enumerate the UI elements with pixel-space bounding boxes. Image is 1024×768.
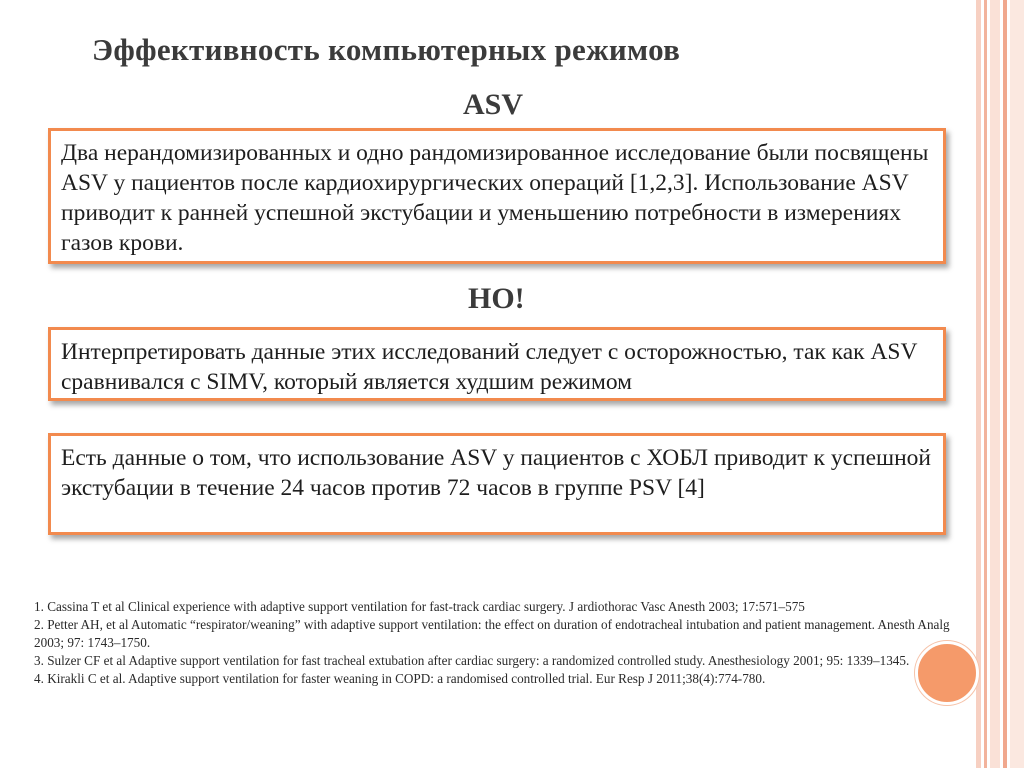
decorative-stripe <box>984 0 987 768</box>
text-box-studies <box>48 128 946 264</box>
decorative-stripe <box>1003 0 1007 768</box>
decorative-stripe <box>1010 0 1024 768</box>
text-box-caution <box>48 327 946 401</box>
but-heading: НО! <box>468 282 525 315</box>
caution-text: Интерпретировать данные этих исследований следует с осторожностью, так как ASV сравнивался с SIMV, который является худшим режимом <box>61 339 918 395</box>
decorative-stripe <box>990 0 1000 768</box>
studies-text: Два нерандомизированных и одно рандомизированное исследование были посвящены ASV у пациентов после кардиохирургических операций [1,2,3]. Использование ASV приводит к ранней успешной экстубации и уменьшению потребности в измерениях газов крови. <box>61 140 929 256</box>
decorative-stripe <box>976 0 981 768</box>
copd-text: Есть данные о том, что использование ASV у пациентов с ХОБЛ приводит к успешной экстубации в течение 24 часов против 72 часов в группе PSV [4] <box>61 445 932 501</box>
text-box-copd <box>48 433 946 535</box>
reference-item: 4. Kirakli C et al. Adaptive support ventilation for faster weaning in COPD: a randomised controlled trial. Eur Resp J 2011;38(4):774-780. <box>34 671 766 686</box>
page-title: Эффективность компьютерных режимов <box>92 32 681 67</box>
reference-item: 3. Sulzer CF et al Adaptive support ventilation for fast tracheal extubation after cardiac surgery: a randomized controlled study. Anesthesiology 2001; 95: 1339–1345. <box>34 653 910 668</box>
reference-item: 1. Cassina T et al Clinical experience with adaptive support ventilation for fast-track cardiac surgery. J ardiothorac Vasc Anesth 2003; 17:571–575 <box>34 599 805 614</box>
reference-item: 2. Petter AH, et al Automatic “respirator/weaning” with adaptive support ventilation: the effect on duration of endotracheal intubation and patient management. Anesth Analg 2003; 97: 1743–1750. <box>34 617 950 650</box>
decorative-circle <box>915 641 979 705</box>
asv-heading: ASV <box>463 88 524 121</box>
references-list <box>34 598 964 688</box>
